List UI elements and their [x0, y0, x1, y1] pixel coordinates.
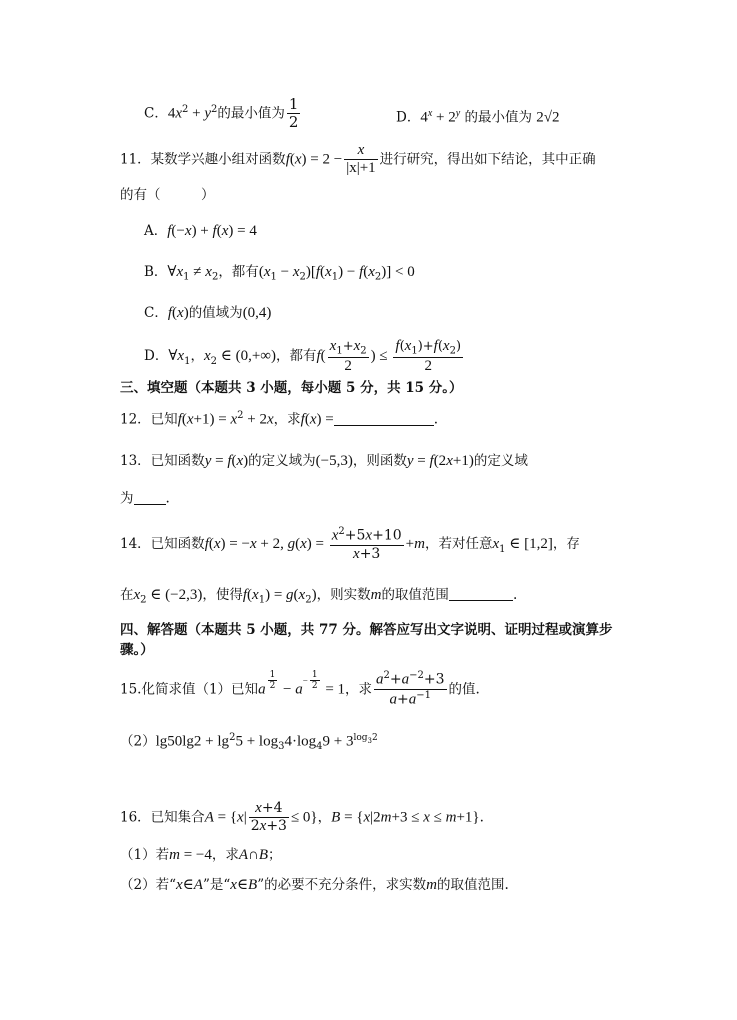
- q11-stem-cont: 的有（ ）: [120, 187, 215, 203]
- q11-option-b: B．$\forall x_1 \ne x_2$，都有$(x_1 - x_2)[f(x_1) - f(x_2)] < 0$: [144, 264, 415, 283]
- q16-stem: 16．已知集合A = {x| $\frac{x+4}{2x+3}$ ≤ 0}，B = {x|2m+3 ≤ x ≤ m+1}.: [120, 800, 484, 835]
- q15-part-2: $(2)\lg 50\lg 2 + \lg^25 + \log_34\cdot\log_49 + 3^{log_32}$: [120, 732, 378, 753]
- q13-line-1: 13．已知函数y = f(x)的定义域为(−5,3)，则函数y = f(2x+1)的定义域: [120, 453, 528, 469]
- q10-option-c: C．$4x^2 + y^2$的最小值为 $\frac{1}{2}$: [144, 95, 299, 132]
- q16-part-1: （1）若m = −4，求A∩B；: [120, 847, 282, 863]
- q11-option-a: A．f(−x) + f(x) = 4: [144, 223, 257, 239]
- q14-line-2: 在$x_2$ ∈ (−2,3)，使得$f(x_1) = g(x_2)$，则实数m的取值范围 .: [120, 587, 518, 606]
- q10-option-d: D．$4^x + 2^y$ 的最小值为 2√2: [396, 108, 560, 126]
- q11-option-c: C．f(x)的值域为(0,4): [144, 305, 272, 321]
- q11-option-d: D．$\forall x_1$，$x_2$ ∈ (0,+∞)，都有f( $\frac{x_1+x_2}{2}$ ) ≤ $\frac{f(x_1)+f(x_2)}{2}$: [144, 338, 462, 375]
- section-4-heading: 四、解答题（本题共 5 小题，共 77 分。解答应写出文字说明、证明过程或演算步: [120, 622, 613, 638]
- section-3-heading: 三、填空题（本题共 3 小题，每小题 5 分，共 15 分。）: [120, 380, 463, 396]
- q12: 12．已知$f(x+1) = x^2 + 2x$，求f(x) = .: [120, 410, 438, 428]
- q16-part-2: （2）若“x∈A”是“x∈B”的必要不充分条件，求实数m的取值范围.: [120, 877, 509, 893]
- q13-line-2: 为 .: [120, 490, 170, 507]
- section-4-heading-cont: 骤。）: [120, 642, 154, 658]
- q14-line-1: 14．已知函数f(x) = −x + 2, g(x) = $\frac{x^2+5x+10}{x+3}$ +m，若对任意$x_1$ ∈ [1,2]，存: [120, 526, 580, 562]
- q15-part-1: 15.化简求值（1）已知a $^{\frac{1}{2}}$ − $a^{- \frac{1}{2}}$ = 1，求 $\frac{a^2+a^{-2}+3}{a+a^{-1}}$ 的值.: [120, 670, 480, 708]
- q11-stem: 11．某数学兴趣小组对函数f(x) = 2 − $\frac{x}{|x|+1}$ 进行研究，得出如下结论，其中正确: [120, 142, 596, 177]
